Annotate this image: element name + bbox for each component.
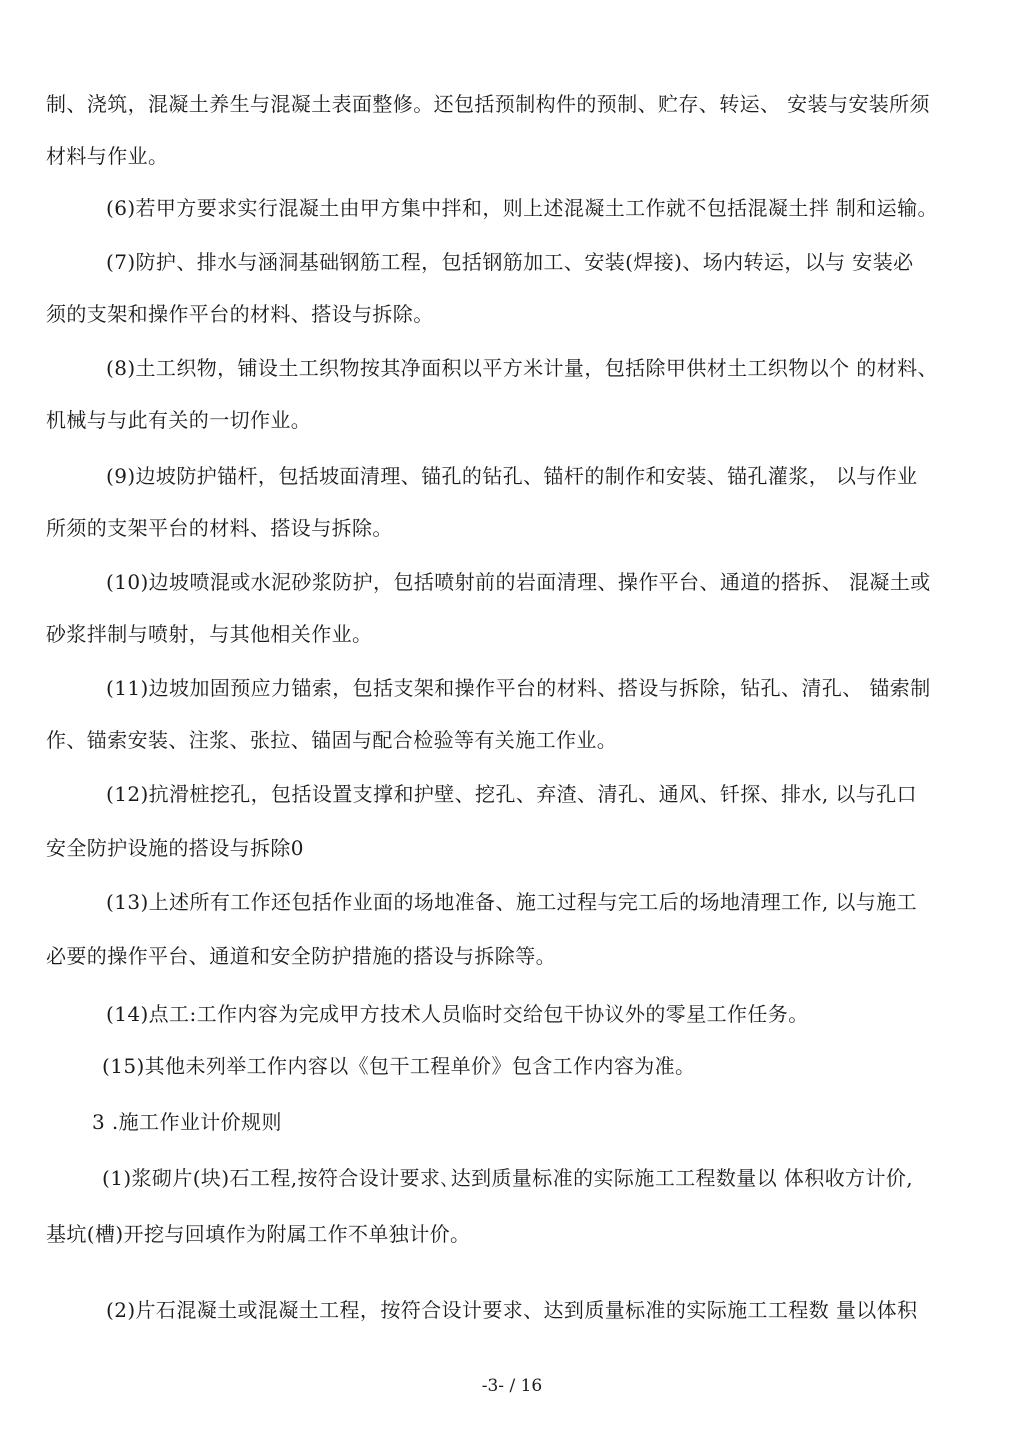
text-line: 基坑(槽)开挖与回填作为附属工作不单独计价。 xyxy=(46,1222,471,1246)
page-number: -3- / 16 xyxy=(481,1376,543,1396)
text-line: 作、锚索安装、注浆、张拉、锚固与配合检验等有关施工作业。 xyxy=(46,728,618,752)
text-line: 必要的操作平台、通道和安全防护措施的搭设与拆除等。 xyxy=(46,944,556,968)
text-line: (9)边坡防护锚杆，包括坡面清理、锚孔的钻孔、锚杆的制作和安装、锚孔灌浆， 以与作业 xyxy=(106,464,918,488)
text-line: 须的支架和操作平台的材料、搭设与拆除。 xyxy=(46,302,434,326)
text-line: 所须的支架平台的材料、搭设与拆除。 xyxy=(46,516,393,540)
text-line: (14)点工:工作内容为完成甲方技术人员临时交给包干协议外的零星工作任务。 xyxy=(106,1002,809,1026)
text-line: (8)土工织物，铺设土工织物按其净面积以平方米计量，包括除甲供材土工织物以个 的材料、 xyxy=(106,356,938,380)
text-line: (15)其他未列举工作内容以《包干工程单价》包含工作内容为准。 xyxy=(102,1054,696,1078)
text-line: 安全防护设施的搭设与拆除0 xyxy=(46,836,304,860)
text-line: (7)防护、排水与涵洞基础钢筋工程，包括钢筋加工、安装(焊接)、场内转运，以与 安装必 xyxy=(106,250,914,274)
text-line: 材料与作业。 xyxy=(46,144,169,168)
text-line: (11)边坡加固预应力锚索，包括支架和操作平台的材料、搭设与拆除，钻孔、清孔、 锚索制 xyxy=(106,676,931,700)
text-line: 机械与与此有关的一切作业。 xyxy=(46,408,312,432)
text-line: (2)片石混凝土或混凝土工程，按符合设计要求、达到质量标准的实际施工工程数 量以体积 xyxy=(106,1298,918,1322)
text-line: 制、浇筑，混凝土养生与混凝土表面整修。还包括预制构件的预制、贮存、转运、 安装与安装所须 xyxy=(46,92,930,116)
text-line: (12)抗滑桩挖孔，包括设置支撑和护壁、挖孔、弃渣、清孔、通风、钎探、排水, 以与孔口 xyxy=(106,782,917,806)
text-line: 砂浆拌制与喷射，与其他相关作业。 xyxy=(46,622,373,646)
text-line: (10)边坡喷混或水泥砂浆防护，包括喷射前的岩面清理、操作平台、通道的搭拆、 混凝土或 xyxy=(106,570,931,594)
text-line: (13)上述所有工作还包括作业面的场地准备、施工过程与完工后的场地清理工作, 以与施工 xyxy=(106,890,917,914)
text-line: (6)若甲方要求实行混凝土由甲方集中拌和，则上述混凝土工作就不包括混凝土拌 制和运输。 xyxy=(106,196,938,220)
text-line: (1)浆砌片(块)石工程,按符合设计要求､达到质量标准的实际施工工程数量以 体积收方计价, xyxy=(102,1166,914,1190)
section-heading: 3 .施工作业计价规则 xyxy=(92,1110,282,1134)
